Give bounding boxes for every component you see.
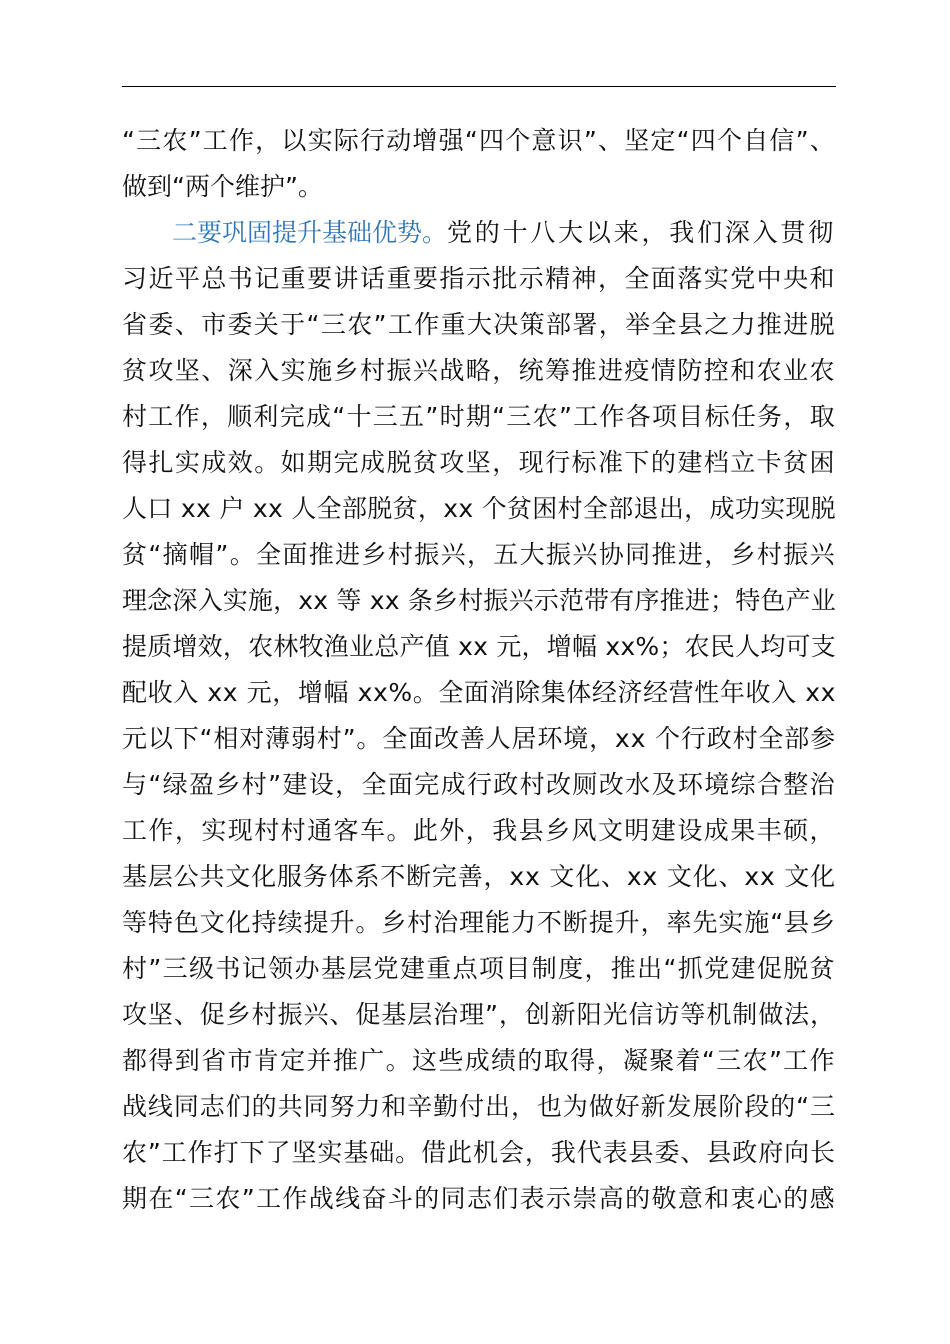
- text-line: [122, 440, 836, 486]
- text-line: [122, 348, 836, 394]
- line-text: 人口 xx 户 xx 人全部脱贫，xx 个贫困村全部退出，成功实现脱: [122, 494, 836, 523]
- header-rule: [122, 86, 836, 87]
- line-text: 战线同志们的共同努力和辛勤付出，也为做好新发展阶段的“三: [122, 1092, 836, 1121]
- text-line: [122, 1130, 836, 1176]
- text-line: [122, 762, 836, 808]
- line-text: 元以下“相对薄弱村”。全面改善人居环境，xx 个行政村全部参: [122, 724, 836, 753]
- text-line: [122, 164, 836, 210]
- text-line: [122, 394, 836, 440]
- line-text: 期在“三农”工作战线奋斗的同志们表示崇高的敬意和衷心的感: [122, 1184, 836, 1213]
- section-heading: 二要巩固提升基础优势。: [172, 218, 448, 247]
- text-line: [122, 1084, 836, 1130]
- line-text: 等特色文化持续提升。乡村治理能力不断提升，率先实施“县乡: [122, 908, 836, 937]
- line-text: 农”工作打下了坚实基础。借此机会，我代表县委、县政府向长: [122, 1138, 836, 1167]
- text-line: [122, 578, 836, 624]
- text-line: [122, 1038, 836, 1084]
- text-line: [122, 946, 836, 992]
- text-line: [122, 854, 836, 900]
- line-text: 都得到省市肯定并推广。这些成绩的取得，凝聚着“三农”工作: [122, 1046, 836, 1075]
- text-line: [122, 992, 836, 1038]
- line-text: 省委、市委关于“三农”工作重大决策部署，举全县之力推进脱: [122, 310, 836, 339]
- line-text: 理念深入实施，xx 等 xx 条乡村振兴示范带有序推进；特色产业: [122, 586, 836, 615]
- line-text: “三农”工作，以实际行动增强“四个意识”、坚定“四个自信”、: [122, 126, 836, 155]
- line-text: 工作，实现村村通客车。此外，我县乡风文明建设成果丰硕，: [122, 816, 836, 845]
- line-text: 村工作，顺利完成“十三五”时期“三农”工作各项目标任务，取: [122, 402, 836, 431]
- line-text: 提质增效，农林牧渔业总产值 xx 元，增幅 xx%；农民人均可支: [122, 632, 836, 661]
- text-line: [122, 256, 836, 302]
- text-line: [122, 670, 836, 716]
- text-line: [122, 210, 836, 256]
- line-text: 做到“两个维护”。: [122, 172, 323, 201]
- text-line: [122, 302, 836, 348]
- line-text: 基层公共文化服务体系不断完善，xx 文化、xx 文化、xx 文化: [122, 862, 836, 891]
- text-line: [122, 532, 836, 578]
- line-text: 习近平总书记重要讲话重要指示批示精神，全面落实党中央和: [122, 264, 836, 293]
- body-text: [122, 118, 836, 1222]
- text-line: [122, 486, 836, 532]
- text-line: [122, 118, 836, 164]
- line-text: 攻坚、促乡村振兴、促基层治理”，创新阳光信访等机制做法，: [122, 1000, 836, 1029]
- line-text: 与“绿盈乡村”建设，全面完成行政村改厕改水及环境综合整治: [122, 770, 836, 799]
- line-text: 贫攻坚、深入实施乡村振兴战略，统筹推进疫情防控和农业农: [122, 356, 836, 385]
- text-line: [122, 808, 836, 854]
- text-line: [122, 716, 836, 762]
- line-text: 村”三级书记领办基层党建重点项目制度，推出“抓党建促脱贫: [122, 954, 836, 983]
- line-text: 贫“摘帽”。全面推进乡村振兴，五大振兴协同推进，乡村振兴: [122, 540, 836, 569]
- line-text: 配收入 xx 元，增幅 xx%。全面消除集体经济经营性年收入 xx: [122, 678, 836, 707]
- line-text: 得扎实成效。如期完成脱贫攻坚，现行标准下的建档立卡贫困: [122, 448, 836, 477]
- text-line: [122, 900, 836, 946]
- text-line: [122, 624, 836, 670]
- text-line: [122, 1176, 836, 1222]
- line-text: 党的十八大以来，我们深入贯彻: [447, 218, 836, 247]
